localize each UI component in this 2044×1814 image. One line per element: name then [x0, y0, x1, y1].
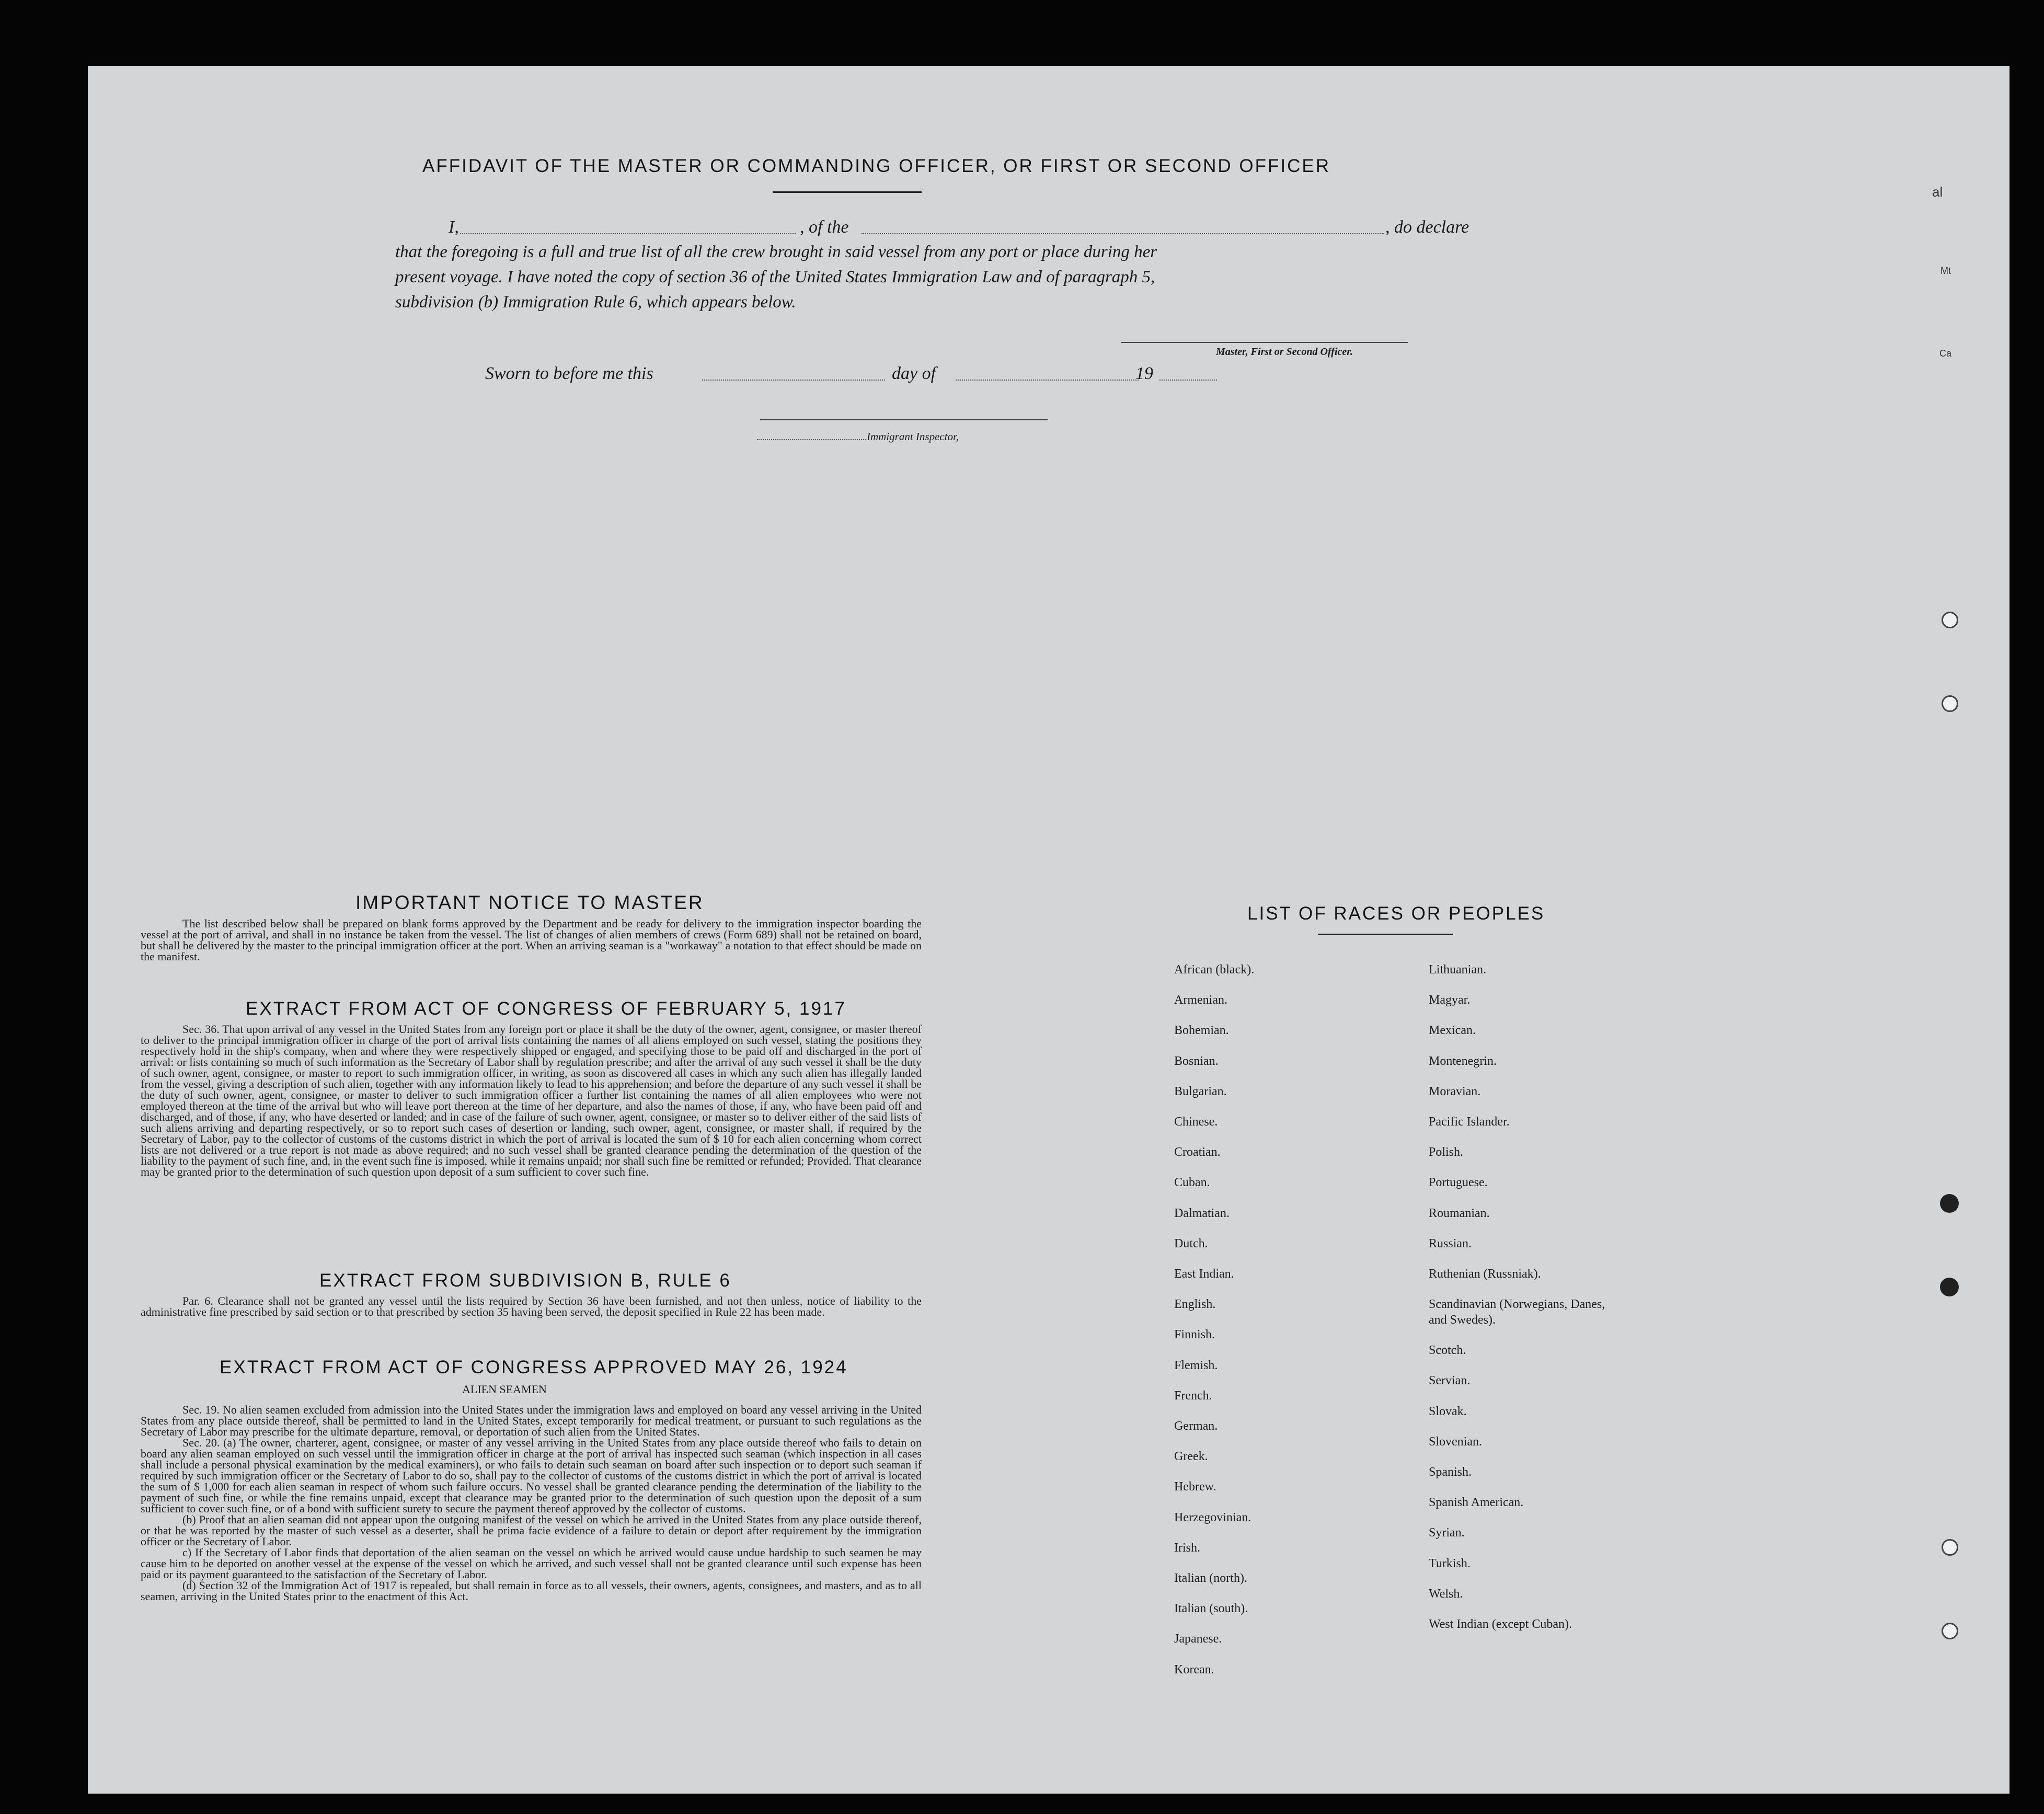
race-item: Italian (north). [1174, 1571, 1247, 1586]
punch-hole [1940, 1278, 1959, 1296]
affidavit-title-rule [773, 191, 922, 193]
race-item: Servian. [1429, 1374, 1471, 1388]
rule6-title: EXTRACT FROM SUBDIVISION B, RULE 6 [319, 1270, 731, 1291]
race-item: Spanish. [1429, 1465, 1472, 1479]
margin-mark-mid: Mt [1940, 266, 1951, 276]
race-item: Russian. [1429, 1236, 1472, 1250]
margin-mark-top: al [1932, 184, 1943, 200]
race-item: Bosnian. [1174, 1054, 1219, 1068]
notice-body [141, 918, 922, 962]
punch-hole [1942, 612, 1958, 628]
race-item: Syrian. [1429, 1526, 1465, 1540]
master-caption: Master, First or Second Officer. [1216, 346, 1353, 358]
race-item: Turkish. [1429, 1556, 1471, 1570]
race-item: Portuguese. [1429, 1176, 1488, 1190]
race-item: Roumanian. [1429, 1206, 1490, 1220]
race-item: Pacific Islander. [1429, 1115, 1510, 1129]
race-item: Finnish. [1174, 1328, 1215, 1342]
punch-hole [1942, 695, 1958, 712]
affidavit-line-2: present voyage. I have noted the copy of section 36 of the United States Immigration Law and of paragraph 5, [395, 268, 1155, 286]
sworn-month-line[interactable] [956, 380, 1139, 381]
sworn-day-line[interactable] [702, 380, 885, 381]
sec-20a-text: Sec. 20. (a) The owner, charterer, agent, consignee, or master of any vessel arriving in the United States from any place outside thereof who fails to detain on board any alien seaman employed on such vessel until the immigration officer in charge at the port of arrival has inspected such seaman (which inspection in all cases shall include a personal physical examination by the medical examiners), or who fails to detain such seaman on board after such inspection or to deport such seaman if required by such immigration officer or the Secretary of Labor to do so, shall pay to the collector of customs of the customs district in which the port of arrival is located the sum of $ 1,000 for each alien seaman in respect of whom such failure occurs. No vessel shall be granted clearance pending the determination of the liability to the payment of such fine, or while the fine remains unpaid, except that clearance may be granted prior to the determination of such question upon the deposit of a sum sufficient to cover such fine, or of a bond with sufficient surety to secure the payment thereof approved by the collector of customs. [141, 1436, 922, 1515]
affidavit-line-1: that the foregoing is a full and true list of all the crew brought in said vessel from any port or place during her [395, 243, 1157, 261]
sec-20c-text: c) If the Secretary of Labor finds that deportation of the alien seaman on the vessel on which he arrived would cause undue hardship to such seamen he may cause him to be deported on another vessel at the expense of the vessel on which he arrived, and such vessel shall not be granted clearance until such expense has been paid or its payment guaranteed to the satisfaction of the Secretary of Labor. [141, 1546, 922, 1581]
race-item: Japanese. [1174, 1632, 1222, 1646]
notice-title: IMPORTANT NOTICE TO MASTER [355, 892, 704, 913]
race-item: Italian (south). [1174, 1602, 1248, 1616]
day-of-label: day of [892, 364, 936, 383]
race-item: Dutch. [1174, 1236, 1208, 1250]
race-item: Irish. [1174, 1541, 1200, 1555]
affidavit-line-3: subdivision (b) Immigration Rule 6, which appears below. [395, 293, 796, 312]
races-left-column [1174, 955, 1254, 1685]
race-item: Croatian. [1174, 1145, 1221, 1159]
rule6-body [141, 1295, 922, 1317]
race-item: Slovak. [1429, 1404, 1467, 1418]
race-item: German. [1174, 1419, 1218, 1433]
declarant-name-line[interactable] [460, 233, 831, 234]
of-the-label: , of the [797, 217, 852, 237]
race-item: Welsh. [1429, 1587, 1463, 1601]
race-item: Bulgarian. [1174, 1084, 1227, 1098]
race-item: Ruthenian (Russniak). [1429, 1267, 1541, 1281]
race-item: Bohemian. [1174, 1024, 1229, 1038]
section-36-text: Sec. 36. That upon arrival of any vessel in the United States from any foreign port or place it shall be the duty of the owner, agent, consignee, or master thereof to deliver to the principal immigration officer in charge of the port of arrival lists containing the names of all aliens employed on such vessel, stating the positions they respectively hold in the ship's company, when and where they were respectively shipped or engaged, and specifying those to be paid off and discharged in the port of arrival: or lists containing so much of such information as the Secretary of Labor shall by regulation prescribe; and after the arrival of any such vessel it shall be the duty of such owner, agent, consignee, or master to report to such immigration officer, in writing, as soon as discovered all cases in which any such alien has illegally landed from the vessel, giving a description of such alien, together with any information likely to lead to his apprehension; and before the departure of any such vessel it shall be the duty of such owner, agent, consignee, or master to deliver to such immigration officer a further list containing the names of all alien employees who were not employed thereon at the time of the arrival but who will leave port thereon at the time of her departure, and also the names of those, if any, who have been paid off and discharged, and of those, if any, who have deserted or landed; and in case of the failure of such owner, agent, consignee, or master so to deliver either of the said lists of such aliens arriving and departing respectively, or so to report such cases of desertion or landing, such owner, agent, consignee, or master shall, if required by the Secretary of Labor, pay to the collector of customs of the customs district in which the port of arrival is located the sum of $ 10 for each alien concerning whom correct lists are not delivered or a true report is not made as above required; and no such vessel shall be granted clearance pending the determination of the question of the liability to the payment of such fine, and, in the event such fine is imposed, while it remains unpaid; nor shall such fine be remitted or refunded; Provided. That clearance may be granted prior to the determination of such question upon deposit of a sum sufficient to cover such fine. [141, 1023, 922, 1178]
extract-1924-title: EXTRACT FROM ACT OF CONGRESS APPROVED MAY 26, 1924 [220, 1357, 848, 1377]
notice-text: The list described below shall be prepared on blank forms approved by the Department and be ready for delivery to the immigration inspector boarding the vessel at the port of arrival, and shall in no instance be taken from the vessel. The list of changes of alien members of crews (Form 689) shall not be retained on board, but shall be delivered by the master to the principal immigration officer at the port. When an arriving seaman is a "workaway" a notation to that effect should be made on the manifest. [141, 917, 922, 963]
race-item: Dalmatian. [1174, 1206, 1230, 1220]
affidavit-title: AFFIDAVIT OF THE MASTER OR COMMANDING OFFICER, OR FIRST OR SECOND OFFICER [422, 156, 1331, 176]
race-item: Montenegrin. [1429, 1054, 1497, 1068]
race-item: Moravian. [1429, 1084, 1481, 1098]
race-item: Herzegovinian. [1174, 1510, 1251, 1524]
punch-hole [1940, 1194, 1959, 1213]
race-item: West Indian (except Cuban). [1429, 1617, 1572, 1632]
race-item: Korean. [1174, 1662, 1214, 1677]
sec-20d-text: (d) Section 32 of the Immigration Act of 1917 is repealed, but shall remain in force as to all vessels, their owners, agents, consignees, and masters, and as to all seamen, arriving in the United States prior to the enactment of this Act. [141, 1579, 922, 1603]
race-item: English. [1174, 1298, 1216, 1312]
race-item: Slovenian. [1429, 1434, 1482, 1449]
races-title-rule [1318, 934, 1453, 935]
races-title: LIST OF RACES OR PEOPLES [1247, 903, 1545, 924]
race-item: Polish. [1429, 1145, 1464, 1159]
race-item: Greek. [1174, 1450, 1208, 1464]
par-6-text: Par. 6. Clearance shall not be granted any vessel until the lists required by Section 36 have been furnished, and not then unless, notice of liability to the administrative fine prescribed by said section or to that prescribed by section 35 having been served, the deposit specified in Rule 22 has been made. [141, 1294, 922, 1318]
race-item: Cuban. [1174, 1176, 1210, 1190]
sworn-label: Sworn to before me this [485, 364, 653, 383]
vessel-name-line[interactable] [862, 233, 1384, 234]
race-item: East Indian. [1174, 1267, 1234, 1281]
year-label: 19 [1135, 364, 1153, 383]
declarant-i: I, [449, 217, 459, 237]
race-item: Hebrew. [1174, 1480, 1216, 1494]
race-item: Spanish American. [1429, 1496, 1524, 1510]
margin-mark-low: Ca [1939, 348, 1952, 359]
punch-hole [1942, 1539, 1958, 1556]
sec-19-text: Sec. 19. No alien seamen excluded from admission into the United States under the immigration laws and employed on board any vessel arriving in the United States from any place outside thereof, shall be permitted to land in the United States, except temporarily for medical treatment, or pursuant to such regulations as the Secretary of Labor may prescribe for the ultimate departure, removal, or deportation of such alien from the United States. [141, 1403, 922, 1438]
extract-1924-body [141, 1404, 922, 1602]
inspector-signature-line[interactable] [760, 419, 1048, 420]
year-line[interactable] [1159, 380, 1217, 381]
race-item: Magyar. [1429, 993, 1471, 1007]
inspector-name-line[interactable] [757, 439, 866, 440]
race-item: African (black). [1174, 963, 1255, 977]
extract-1917-body [141, 1024, 922, 1177]
punch-hole [1942, 1623, 1958, 1639]
race-item: Mexican. [1429, 1024, 1476, 1038]
do-declare-label: , do declare [1385, 217, 1469, 237]
race-item: Scandinavian (Norwegians, Danes, and Swedes). [1429, 1298, 1605, 1327]
document-page [88, 66, 2009, 1794]
alien-seamen-subtitle: ALIEN SEAMEN [462, 1383, 547, 1396]
extract-1917-title: EXTRACT FROM ACT OF CONGRESS OF FEBRUARY 5, 1917 [246, 998, 846, 1019]
inspector-caption: Immigrant Inspector, [867, 430, 959, 443]
race-item: Lithuanian. [1429, 963, 1486, 977]
race-item: Flemish. [1174, 1358, 1218, 1372]
race-item: Scotch. [1429, 1344, 1466, 1358]
race-item: Armenian. [1174, 993, 1227, 1007]
master-signature-line[interactable] [1121, 342, 1408, 343]
races-right-column [1429, 955, 1622, 1639]
race-item: French. [1174, 1388, 1212, 1403]
sec-20b-text: (b) Proof that an alien seaman did not appear upon the outgoing manifest of the vessel on which he arrived in the United States from any place outside thereof, or that he was reported by the master of such vessel as a deserter, shall be prima facie evidence of a failure to detain or deport after requirement by the immigration officer or the Secretary of Labor. [141, 1513, 922, 1548]
race-item: Chinese. [1174, 1115, 1218, 1129]
